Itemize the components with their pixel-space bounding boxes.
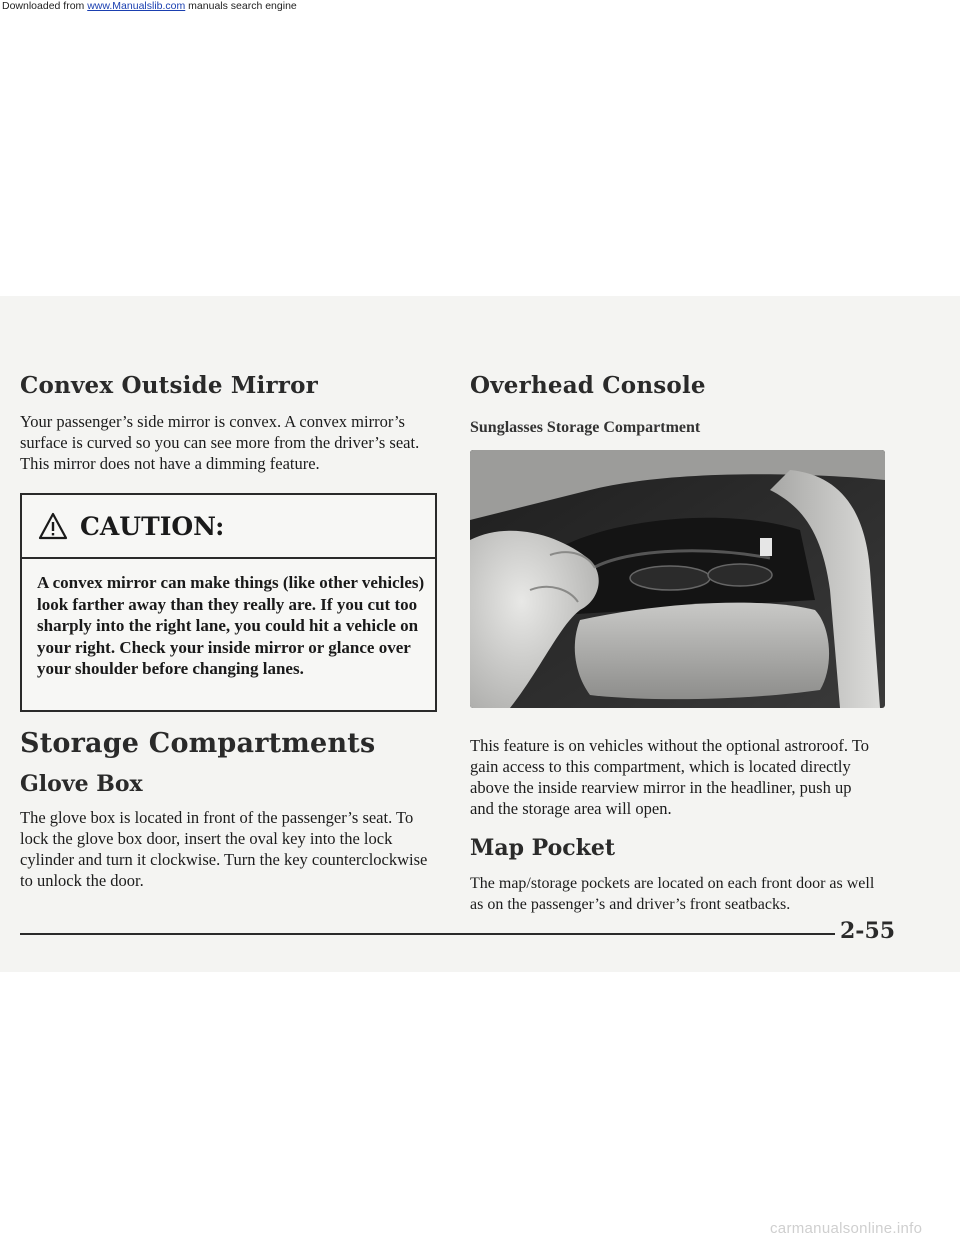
sunglasses-compartment-photo (470, 450, 885, 708)
storage-section (20, 728, 450, 891)
glovebox-text: The glove box is located in front of the passenger’s seat. To lock the glove box door, insert the oval key into the lock cylinder and turn it clockwise. Turn the key counterclockwise to unlock the door. (20, 808, 428, 890)
sunglasses-section (470, 735, 880, 915)
sunglasses-text: This feature is on vehicles without the optional astroroof. To gain access to this compartment, which is located directly above the inside rearview mirror in the headliner, push up and the storage area will open. (470, 736, 870, 818)
manualslib-link[interactable]: www.Manualslib.com (87, 0, 186, 12)
map-pocket-text: The map/storage pockets are located on each front door as well as on the passenger’s and driver’s front seatbacks. (470, 875, 875, 913)
storage-heading: Storage Compartments (20, 728, 376, 759)
warning-triangle-icon (38, 512, 68, 540)
right-column (470, 368, 890, 437)
mirror-heading: Convex Outside Mirror (20, 372, 318, 399)
mirror-text: Your passenger’s side mirror is convex. A convex mirror’s surface is curved so you can see more from the driver’s seat. This mirror does not have a dimming feature. (20, 412, 420, 473)
download-bar (0, 0, 960, 14)
download-prefix: Downloaded from (2, 0, 88, 12)
left-column (20, 368, 450, 474)
watermark: carmanualsonline.info (770, 1220, 923, 1237)
console-heading: Overhead Console (470, 372, 706, 399)
sunglasses-heading: Sunglasses Storage Compartment (470, 419, 701, 436)
download-suffix: manuals search engine (185, 0, 297, 12)
caution-box (20, 493, 437, 712)
caution-title: CAUTION: (80, 511, 225, 541)
map-pocket-heading: Map Pocket (470, 835, 616, 861)
caution-text: A convex mirror can make things (like other vehicles) look farther away than they really are. If you cut too sharply into the right lane, you could hit a vehicle on your right. Check your inside mirror or glance over your shoulder before changing lanes. (37, 573, 425, 678)
footer-rule (20, 933, 835, 935)
compartment-photo-illustration (470, 450, 885, 708)
caution-header (22, 495, 435, 559)
page-number: 2-55 (840, 918, 896, 944)
glovebox-heading: Glove Box (20, 771, 143, 797)
